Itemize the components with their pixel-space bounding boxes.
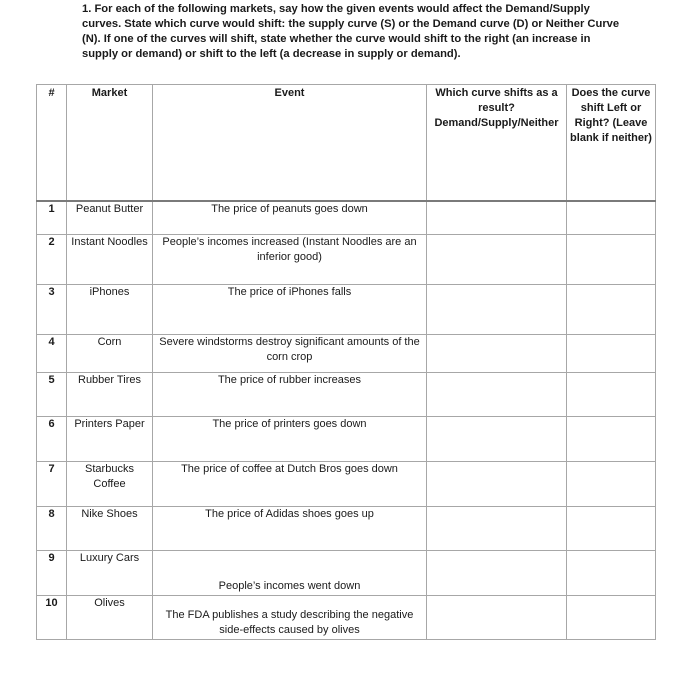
row-event: Severe windstorms destroy significant amounts of the corn crop (153, 335, 427, 373)
row-market: Olives (67, 596, 153, 640)
table-row (37, 507, 656, 551)
row-event: The price of peanuts goes down (153, 201, 427, 235)
instructions-text: 1. For each of the following markets, say how the given events would affect the Demand/Supply curves. State which curve would shift: the supply curve (S) or the Demand curve (D) or Neither Curve (N). If one of the curves will shift, state whether the curve would shift to the right (an increase in supply or demand) or shift to the left (a decrease in supply or demand). (82, 3, 620, 60)
table-row (37, 596, 656, 640)
curve-answer-cell[interactable] (427, 417, 567, 462)
row-number: 2 (37, 235, 67, 285)
row-event: People’s incomes went down (153, 551, 427, 596)
direction-answer-cell[interactable] (567, 373, 656, 417)
row-market: Corn (67, 335, 153, 373)
direction-answer-cell[interactable] (567, 285, 656, 335)
row-number: 10 (37, 596, 67, 640)
row-market: iPhones (67, 285, 153, 335)
row-event: The price of coffee at Dutch Bros goes down (153, 462, 427, 507)
table-row (37, 462, 656, 507)
row-market: Rubber Tires (67, 373, 153, 417)
row-number: 6 (37, 417, 67, 462)
curve-answer-cell[interactable] (427, 507, 567, 551)
header-number: # (37, 85, 67, 201)
direction-answer-cell[interactable] (567, 235, 656, 285)
table-row (37, 373, 656, 417)
curve-answer-cell[interactable] (427, 285, 567, 335)
header-shift-direction: Does the curve shift Left or Right? (Leave blank if neither) (567, 85, 656, 201)
table-row (37, 285, 656, 335)
direction-answer-cell[interactable] (567, 201, 656, 235)
direction-answer-cell[interactable] (567, 417, 656, 462)
row-number: 7 (37, 462, 67, 507)
row-event: The price of Adidas shoes goes up (153, 507, 427, 551)
row-number: 3 (37, 285, 67, 335)
row-number: 4 (37, 335, 67, 373)
table-row (37, 417, 656, 462)
row-event: The price of printers goes down (153, 417, 427, 462)
direction-answer-cell[interactable] (567, 507, 656, 551)
curve-answer-cell[interactable] (427, 373, 567, 417)
row-market: Printers Paper (67, 417, 153, 462)
table-row (37, 335, 656, 373)
curve-answer-cell[interactable] (427, 596, 567, 640)
row-event: People’s incomes increased (Instant Noodles are an inferior good) (153, 235, 427, 285)
header-event: Event (153, 85, 427, 201)
row-number: 1 (37, 201, 67, 235)
row-event: The price of iPhones falls (153, 285, 427, 335)
market-shift-table (36, 84, 656, 640)
curve-answer-cell[interactable] (427, 235, 567, 285)
row-market: Instant Noodles (67, 235, 153, 285)
row-market: Starbucks Coffee (67, 462, 153, 507)
row-market: Luxury Cars (67, 551, 153, 596)
header-market: Market (67, 85, 153, 201)
curve-answer-cell[interactable] (427, 201, 567, 235)
table-row (37, 201, 656, 235)
row-event: The FDA publishes a study describing the negative side-effects caused by olives (153, 596, 427, 640)
direction-answer-cell[interactable] (567, 462, 656, 507)
row-number: 5 (37, 373, 67, 417)
row-number: 9 (37, 551, 67, 596)
row-number: 8 (37, 507, 67, 551)
curve-answer-cell[interactable] (427, 335, 567, 373)
curve-answer-cell[interactable] (427, 551, 567, 596)
row-market: Peanut Butter (67, 201, 153, 235)
direction-answer-cell[interactable] (567, 335, 656, 373)
table-row (37, 551, 656, 596)
table-header-row (37, 85, 656, 201)
direction-answer-cell[interactable] (567, 596, 656, 640)
row-event: The price of rubber increases (153, 373, 427, 417)
direction-answer-cell[interactable] (567, 551, 656, 596)
header-curve-shift: Which curve shifts as a result? Demand/Supply/Neither (427, 85, 567, 201)
table-row (37, 235, 656, 285)
curve-answer-cell[interactable] (427, 462, 567, 507)
row-market: Nike Shoes (67, 507, 153, 551)
